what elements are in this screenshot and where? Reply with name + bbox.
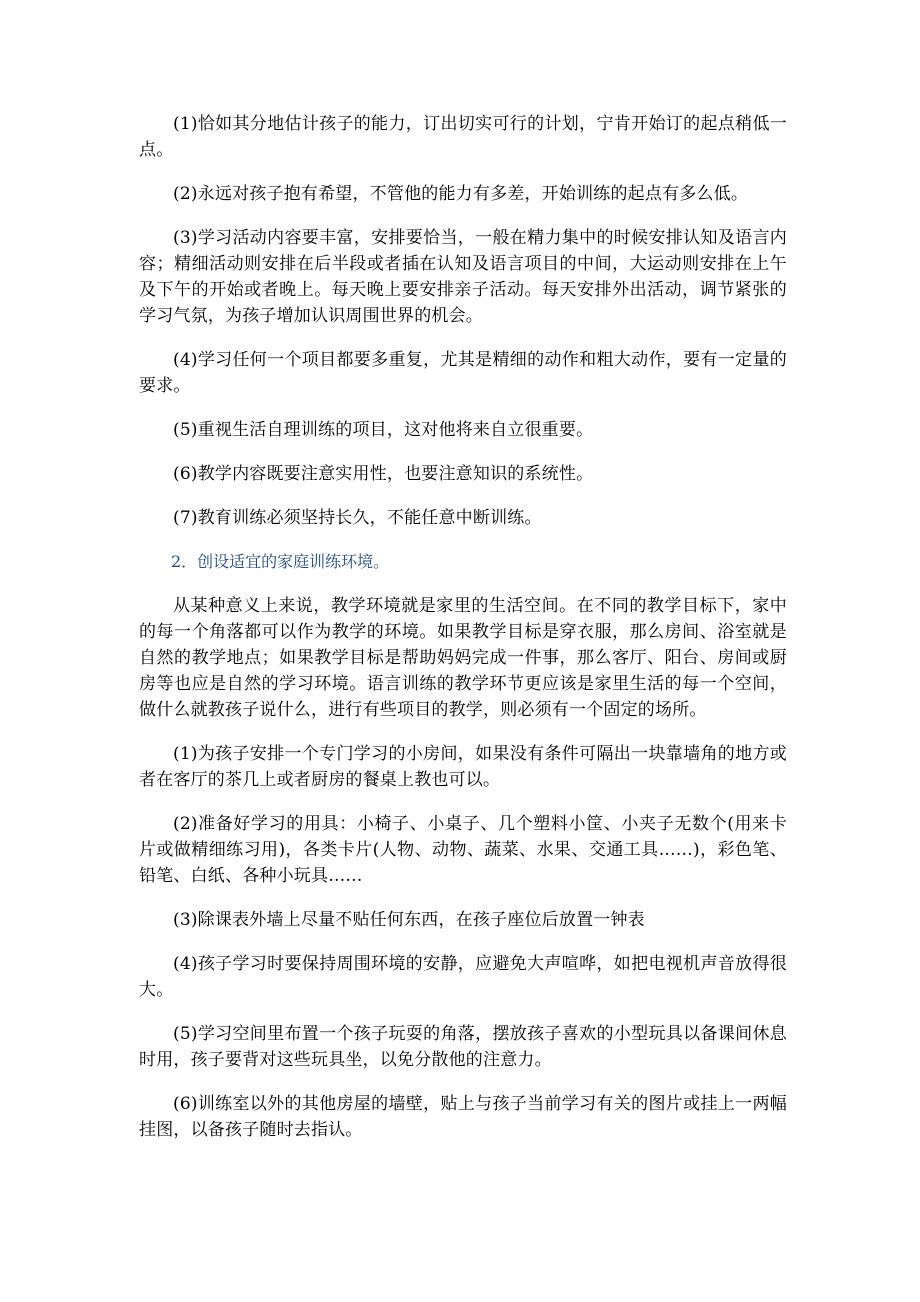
paragraph-4: (4)学习任何一个项目都要多重复，尤其是精细的动作和粗大动作，要有一定量的要求。 xyxy=(139,350,787,396)
document-body xyxy=(139,111,787,1161)
paragraph-env-6: (6)训练室以外的其他房屋的墙壁，贴上与孩子当前学习有关的图片或挂上一两幅挂图，以备孩子随时去指认。 xyxy=(139,1094,787,1140)
paragraph-6: (6)教学内容既要注意实用性，也要注意知识的系统性。 xyxy=(173,464,594,484)
paragraph-env-1: (1)为孩子安排一个专门学习的小房间，如果没有条件可隔出一块靠墙角的地方或者在客厅的茶几上或者厨房的餐桌上教也可以。 xyxy=(139,744,787,790)
paragraph-intro: 从某种意义上来说，教学环境就是家里的生活空间。在不同的教学目标下，家中的每一个角落都可以作为教学的环境。如果教学目标是穿衣服，那么房间、浴室就是自然的教学地点；如果教学目标是帮助妈妈完成一件事，那么客厅、阳台、房间或厨房等也应是自然的学习环境。语言训练的教学环节更应该是家里生活的每一个空间，做什么就教孩子说什么，进行有些项目的教学，则必须有一个固定的场所。 xyxy=(139,596,787,720)
paragraph-2: (2)永远对孩子抱有希望，不管他的能力有多差，开始训练的起点有多么低。 xyxy=(173,184,749,204)
paragraph-7: (7)教育训练必须坚持长久，不能任意中断训练。 xyxy=(173,508,542,528)
paragraph-env-5: (5)学习空间里布置一个孩子玩耍的角落，摆放孩子喜欢的小型玩具以备课间休息时用，孩子要背对这些玩具坐，以免分散他的注意力。 xyxy=(139,1024,787,1070)
paragraph-3: (3)学习活动内容要丰富，安排要恰当，一般在精力集中的时候安排认知及语言内容；精细活动则安排在后半段或者插在认知及语言项目的中间，大运动则安排在上午及下午的开始或者晚上。每天晚上要安排亲子活动。每天安排外出活动，调节紧张的学习气氛，为孩子增加认识周围世界的机会。 xyxy=(139,228,787,326)
paragraph-env-2: (2)准备好学习的用具：小椅子、小桌子、几个塑料小筐、小夹子无数个(用来卡片或做精细练习用)，各类卡片(人物、动物、蔬菜、水果、交通工具……)，彩色笔、铅笔、白纸、各种小玩具…… xyxy=(139,814,787,886)
paragraph-env-3: (3)除课表外墙上尽量不贴任何东西，在孩子座位后放置一钟表 xyxy=(173,910,645,930)
paragraph-5: (5)重视生活自理训练的项目，这对他将来自立很重要。 xyxy=(173,420,594,440)
paragraph-env-4: (4)孩子学习时要保持周围环境的安静，应避免大声喧哗，如把电视机声音放得很大。 xyxy=(139,954,787,1000)
section-heading: 2．创设适宜的家庭训练环境。 xyxy=(171,552,390,571)
paragraph-1: (1)恰如其分地估计孩子的能力，订出切实可行的计划，宁肯开始订的起点稍低一点。 xyxy=(139,114,787,160)
